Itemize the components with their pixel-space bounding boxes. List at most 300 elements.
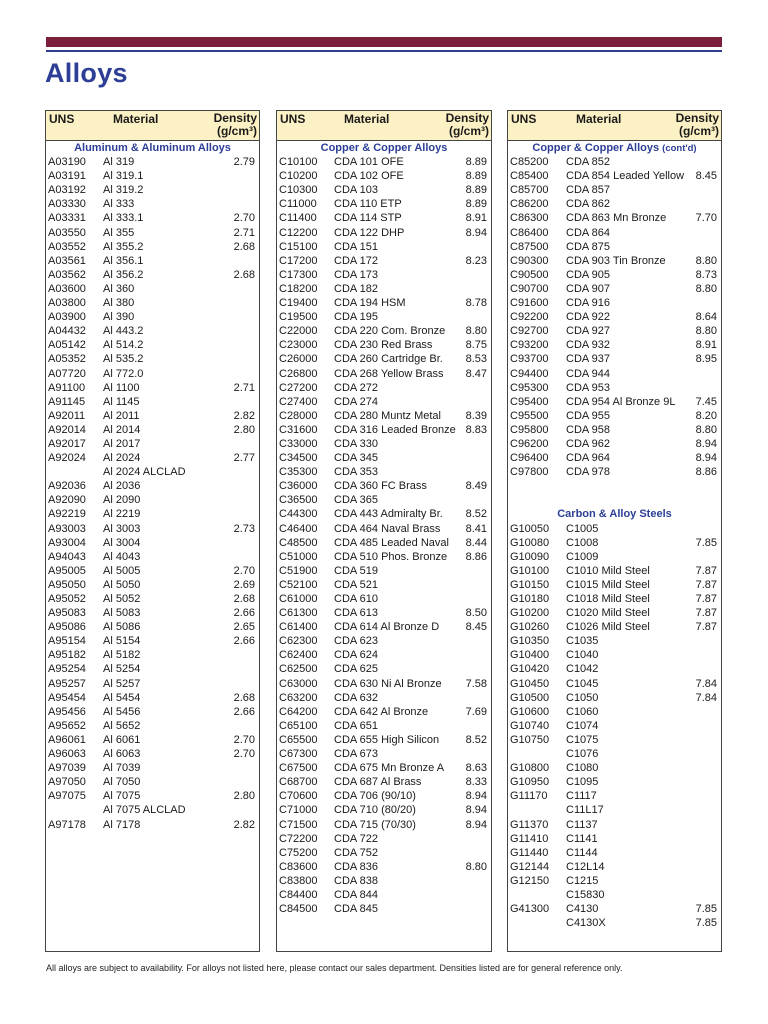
density-cell: 7.69	[465, 705, 487, 718]
material-cell: CDA 863 Mn Bronze	[566, 212, 667, 225]
uns-cell: C86300	[510, 212, 549, 225]
density-header: Density (g/cm³)	[213, 111, 257, 138]
uns-cell: G10750	[510, 733, 550, 746]
table-row	[508, 310, 721, 324]
density-cell: 7.84	[695, 677, 717, 690]
table-row	[46, 719, 259, 733]
table-row	[46, 522, 259, 536]
uns-cell: A95050	[48, 578, 86, 591]
uns-cell: C71500	[279, 818, 318, 831]
table-row	[277, 719, 491, 733]
uns-cell: C63000	[279, 677, 318, 690]
uns-cell: A03190	[48, 156, 86, 169]
material-cell: Al 2036	[103, 480, 141, 493]
material-cell: CDA 655 High Silicon	[334, 733, 440, 746]
uns-cell: A95083	[48, 607, 86, 620]
table-row	[277, 846, 491, 860]
material-cell: CDA 194 HSM	[334, 297, 406, 310]
material-cell: Al 2011	[103, 409, 140, 422]
table-row	[46, 677, 259, 691]
density-cell: 2.80	[233, 790, 255, 803]
uns-cell: C18200	[279, 282, 318, 295]
material-cell: Al 2024	[103, 452, 141, 465]
material-cell: Al 5257	[103, 677, 141, 690]
material-cell: CDA 953	[566, 381, 611, 394]
material-cell: CDA 464 Naval Brass	[334, 522, 441, 535]
table-row	[508, 338, 721, 352]
table-row	[46, 324, 259, 338]
table-row	[46, 423, 259, 437]
density-cell: 8.47	[465, 367, 487, 380]
page-title: Alloys	[45, 58, 128, 88]
density-cell: 8.52	[465, 508, 487, 521]
material-cell: Al 7075	[103, 790, 141, 803]
table-row	[277, 395, 491, 409]
density-cell: 2.70	[233, 748, 255, 761]
table-row	[46, 367, 259, 381]
uns-cell: C85200	[510, 156, 549, 169]
material-cell: CDA 510 Phos. Bronze	[334, 550, 448, 563]
material-cell: Al 356.1	[103, 254, 144, 267]
material-cell: Al 5083	[103, 607, 141, 620]
material-cell: CDA 485 Leaded Naval	[334, 536, 449, 549]
density-cell: 8.94	[695, 452, 717, 465]
table-row	[508, 324, 721, 338]
material-cell: CDA 673	[334, 748, 379, 761]
material-cell: CDA 610	[334, 593, 379, 605]
uns-cell: G10950	[510, 776, 550, 789]
uns-cell: C19500	[279, 311, 318, 324]
material-cell: CDA 875	[566, 240, 611, 253]
table-row	[277, 381, 491, 395]
table-row	[277, 803, 491, 817]
uns-header: UNS	[511, 112, 537, 126]
uns-cell: A97039	[48, 762, 86, 775]
uns-cell: C75200	[279, 846, 318, 859]
uns-cell: C92700	[510, 325, 549, 338]
material-cell: Al 5454	[103, 691, 141, 704]
uns-header: UNS	[49, 112, 75, 126]
material-cell: CDA 280 Muntz Metal	[334, 409, 441, 422]
uns-cell: A03550	[48, 226, 86, 239]
table-row	[508, 902, 721, 916]
density-cell: 8.33	[465, 776, 487, 789]
uns-cell: C90700	[510, 282, 549, 295]
density-cell: 8.94	[465, 818, 487, 831]
density-cell: 7.87	[695, 621, 717, 634]
material-cell: CDA 102 OFE	[334, 170, 404, 183]
material-cell: C11L17	[566, 804, 604, 817]
table-row	[508, 775, 721, 789]
material-cell: Al 5652	[103, 719, 141, 732]
material-cell: CDA 706 (90/10)	[334, 790, 416, 803]
density-header: Density (g/cm³)	[675, 111, 719, 138]
table-row	[508, 550, 721, 564]
density-cell: 8.86	[465, 550, 487, 563]
uns-cell: C68700	[279, 776, 318, 789]
uns-cell: A03600	[48, 282, 86, 295]
uns-cell: C26800	[279, 367, 318, 380]
table-row	[46, 550, 259, 564]
material-cell: Al 5154	[103, 635, 141, 648]
uns-header: UNS	[280, 112, 306, 126]
uns-cell: A97050	[48, 776, 86, 789]
material-cell: CDA 958	[566, 423, 611, 436]
density-cell: 8.41	[465, 522, 487, 535]
density-cell: 8.94	[465, 790, 487, 803]
uns-cell: A07720	[48, 367, 86, 380]
material-cell: CDA 230 Red Brass	[334, 339, 433, 352]
density-cell: 8.44	[465, 536, 487, 549]
material-cell: C1045	[566, 677, 599, 690]
material-cell: Al 1100	[103, 381, 140, 394]
uns-cell: C65500	[279, 733, 318, 746]
uns-cell: C90300	[510, 254, 549, 267]
table-row	[46, 536, 259, 550]
material-cell: Al 2014	[103, 423, 141, 436]
table-row	[277, 874, 491, 888]
material-cell: CDA 845	[334, 903, 379, 916]
table-row	[46, 592, 259, 606]
uns-cell: C17200	[279, 254, 318, 267]
copper-table	[276, 110, 492, 952]
uns-cell: G10200	[510, 607, 550, 620]
density-cell: 2.68	[233, 240, 255, 253]
uns-cell: G11440	[510, 846, 549, 859]
density-cell: 2.82	[233, 409, 255, 422]
uns-cell: A92090	[48, 494, 86, 507]
uns-cell: A92219	[48, 508, 86, 521]
density-cell: 2.68	[233, 691, 255, 704]
material-cell: CDA 675 Mn Bronze A	[334, 762, 445, 775]
table-row	[508, 395, 721, 409]
table-row	[277, 888, 491, 902]
density-cell: 7.58	[465, 677, 487, 690]
density-cell: 8.91	[695, 339, 717, 352]
table-row	[277, 352, 491, 366]
uns-cell: A96061	[48, 733, 86, 746]
uns-cell: C62500	[279, 663, 318, 676]
table-row	[277, 282, 491, 296]
table-row	[508, 409, 721, 423]
table-row	[508, 183, 721, 197]
material-cell: C1050	[566, 691, 599, 704]
table-row	[46, 254, 259, 268]
table-row	[277, 705, 491, 719]
uns-cell: C23000	[279, 339, 318, 352]
table-row	[46, 310, 259, 324]
material-cell: CDA 710 (80/20)	[334, 804, 416, 817]
material-cell: CDA 624	[334, 649, 379, 662]
table-row	[277, 183, 491, 197]
table-row	[508, 860, 721, 874]
material-cell: C1080	[566, 762, 599, 775]
table-row	[508, 352, 721, 366]
uns-cell: A96063	[48, 748, 86, 761]
uns-cell: A95086	[48, 621, 86, 634]
material-cell: Al 319.2	[103, 184, 144, 197]
density-cell: 2.71	[233, 226, 255, 239]
material-cell: CDA 687 Al Brass	[334, 776, 422, 789]
table-row	[277, 507, 491, 521]
uns-cell: G10150	[510, 578, 550, 591]
uns-cell: A95652	[48, 719, 86, 732]
table-row	[277, 578, 491, 592]
material-cell: CDA 862	[566, 198, 611, 211]
material-cell: CDA 268 Yellow Brass	[334, 367, 444, 380]
material-cell: CDA 927	[566, 325, 611, 338]
table-row	[46, 507, 259, 521]
density-cell: 8.95	[695, 353, 717, 366]
uns-cell: G10600	[510, 705, 550, 718]
uns-cell: C84500	[279, 903, 318, 916]
table-header	[277, 111, 491, 141]
table-row	[277, 367, 491, 381]
density-cell: 2.65	[233, 621, 255, 634]
material-cell: CDA 101 OFE	[334, 156, 404, 169]
table-row	[508, 691, 721, 705]
material-cell: CDA 978	[566, 466, 611, 479]
material-cell: Al 535.2	[103, 353, 144, 366]
table-row	[508, 888, 721, 902]
table-row	[508, 874, 721, 888]
table-row	[277, 761, 491, 775]
density-cell: 2.77	[233, 452, 255, 465]
table-row	[508, 169, 721, 183]
table-row	[277, 338, 491, 352]
material-cell: Al 2090	[103, 494, 141, 507]
table-row	[46, 564, 259, 578]
uns-cell: A04432	[48, 325, 86, 338]
uns-cell: C44300	[279, 508, 318, 521]
material-cell: Al 390	[103, 311, 135, 324]
table-row	[277, 197, 491, 211]
material-cell: CDA 632	[334, 691, 379, 704]
density-cell: 7.85	[695, 536, 717, 549]
density-cell: 7.85	[695, 903, 717, 916]
material-cell: Al 5456	[103, 705, 141, 718]
density-cell: 2.66	[233, 607, 255, 620]
table-row	[508, 367, 721, 381]
density-header: Density (g/cm³)	[445, 111, 489, 138]
material-cell: CDA 838	[334, 874, 379, 887]
material-cell: C1076	[566, 748, 599, 761]
density-cell: 8.50	[465, 607, 487, 620]
density-cell: 7.84	[695, 691, 717, 704]
uns-cell: C27200	[279, 381, 318, 394]
table-row	[508, 592, 721, 606]
material-cell: CDA 151	[334, 240, 379, 253]
uns-cell: A91145	[48, 395, 86, 408]
density-cell: 7.45	[695, 395, 717, 408]
material-cell: C1015 Mild Steel	[566, 578, 650, 591]
uns-cell: A95456	[48, 705, 86, 718]
density-cell: 8.73	[695, 268, 717, 281]
table-row	[46, 803, 259, 817]
material-cell: Al 319	[103, 156, 135, 169]
material-cell: Al 772.0	[103, 367, 144, 380]
table-row	[277, 310, 491, 324]
table-row	[46, 197, 259, 211]
table-row	[508, 536, 721, 550]
section-title: Carbon & Alloy Steels	[557, 508, 672, 521]
density-cell: 8.94	[465, 226, 487, 239]
uns-cell: A95154	[48, 635, 86, 648]
uns-cell: C22000	[279, 325, 318, 338]
material-cell: C12L14	[566, 860, 605, 873]
table-row	[508, 282, 721, 296]
table-row	[277, 522, 491, 536]
uns-cell: G10400	[510, 649, 550, 662]
uns-cell: G10100	[510, 564, 550, 577]
table-row	[277, 648, 491, 662]
table-row	[46, 761, 259, 775]
table-row	[46, 437, 259, 451]
material-cell: C4130	[566, 903, 599, 916]
table-row	[508, 197, 721, 211]
material-cell: C1009	[566, 550, 599, 563]
material-cell: Al 2017	[103, 437, 141, 450]
material-cell: CDA 852	[566, 156, 611, 169]
density-cell: 8.94	[465, 804, 487, 817]
uns-cell: G11170	[510, 790, 548, 803]
material-cell: Al 5050	[103, 578, 141, 591]
table-row	[277, 423, 491, 437]
table-row	[277, 691, 491, 705]
density-cell: 8.75	[465, 339, 487, 352]
table-row	[508, 451, 721, 465]
table-row	[46, 395, 259, 409]
table-row	[46, 169, 259, 183]
table-row	[277, 902, 491, 916]
uns-cell: G10800	[510, 762, 550, 775]
uns-cell: C36000	[279, 480, 318, 493]
table-row	[46, 691, 259, 705]
table-row	[46, 296, 259, 310]
table-row	[277, 493, 491, 507]
top-banner-bar	[46, 37, 722, 47]
table-row	[277, 536, 491, 550]
uns-cell: A92011	[48, 409, 86, 422]
table-header	[46, 111, 259, 141]
table-row	[277, 747, 491, 761]
table-row	[46, 705, 259, 719]
material-cell: C1215	[566, 874, 599, 887]
table-row	[277, 775, 491, 789]
uns-cell: C63200	[279, 691, 318, 704]
material-cell: Al 2024 ALCLAD	[103, 466, 186, 479]
material-cell: CDA 907	[566, 282, 611, 295]
table-row	[46, 606, 259, 620]
table-row	[46, 282, 259, 296]
material-cell: C1095	[566, 776, 599, 789]
table-row	[277, 634, 491, 648]
material-header: Material	[113, 112, 159, 126]
material-cell: Al 5086	[103, 621, 141, 634]
material-cell: Al 5052	[103, 593, 141, 605]
uns-cell: C12200	[279, 226, 318, 239]
uns-cell: C87500	[510, 240, 549, 253]
uns-cell: C62300	[279, 635, 318, 648]
table-row	[508, 606, 721, 620]
density-cell: 2.70	[233, 733, 255, 746]
table-row	[46, 747, 259, 761]
uns-cell: C26000	[279, 353, 318, 366]
material-cell: Al 3004	[103, 536, 141, 549]
material-cell: CDA 937	[566, 353, 611, 366]
table-row	[277, 409, 491, 423]
table-row	[46, 648, 259, 662]
table-row	[46, 226, 259, 240]
material-cell: C1008	[566, 536, 599, 549]
uns-cell: G10050	[510, 522, 550, 535]
footer-note: All alloys are subject to availability. For alloys not listed here, please contact our sales department. Densities listed are for general reference only.	[46, 963, 623, 973]
table-row	[277, 662, 491, 676]
uns-cell: C11000	[279, 198, 317, 211]
table-row	[277, 479, 491, 493]
uns-cell: C71000	[279, 804, 318, 817]
table-row	[508, 634, 721, 648]
material-cell: CDA 220 Com. Bronze	[334, 325, 446, 338]
material-cell: CDA 316 Leaded Bronze	[334, 423, 456, 436]
table-row	[508, 789, 721, 803]
material-cell: CDA 173	[334, 268, 379, 281]
density-cell: 8.20	[695, 409, 717, 422]
uns-cell: A93003	[48, 522, 86, 535]
section-spacer	[508, 493, 721, 507]
density-cell: 8.80	[695, 254, 717, 267]
material-cell: CDA 195	[334, 311, 379, 324]
table-row	[277, 564, 491, 578]
density-cell: 7.85	[695, 917, 717, 930]
material-cell: CDA 360 FC Brass	[334, 480, 427, 493]
uns-cell: A92036	[48, 480, 86, 493]
density-cell: 8.63	[465, 762, 487, 775]
material-cell: C1018 Mild Steel	[566, 593, 650, 605]
uns-cell: C15100	[279, 240, 318, 253]
table-row	[277, 550, 491, 564]
table-row	[508, 620, 721, 634]
material-cell: Al 5005	[103, 564, 141, 577]
uns-cell: G10420	[510, 663, 550, 676]
material-cell: C1137	[566, 818, 598, 831]
material-cell: Al 4043	[103, 550, 141, 563]
uns-cell: G10450	[510, 677, 550, 690]
uns-cell: C33000	[279, 437, 318, 450]
material-cell: C1060	[566, 705, 599, 718]
table-row	[508, 747, 721, 761]
density-cell: 2.68	[233, 268, 255, 281]
uns-cell: C51900	[279, 564, 318, 577]
material-cell: Al 514.2	[103, 339, 144, 352]
density-cell: 2.73	[233, 522, 255, 535]
uns-cell: C94400	[510, 367, 549, 380]
table-row	[508, 564, 721, 578]
uns-cell: C31600	[279, 423, 318, 436]
table-header	[508, 111, 721, 141]
table-row	[508, 662, 721, 676]
table-row	[277, 254, 491, 268]
material-cell: CDA 353	[334, 466, 379, 479]
uns-cell: C10100	[279, 156, 318, 169]
material-header: Material	[344, 112, 390, 126]
density-cell: 7.87	[695, 564, 717, 577]
material-cell: Al 360	[103, 282, 135, 295]
table-row	[46, 352, 259, 366]
table-row	[277, 818, 491, 832]
table-row	[277, 733, 491, 747]
uns-cell: A95454	[48, 691, 86, 704]
